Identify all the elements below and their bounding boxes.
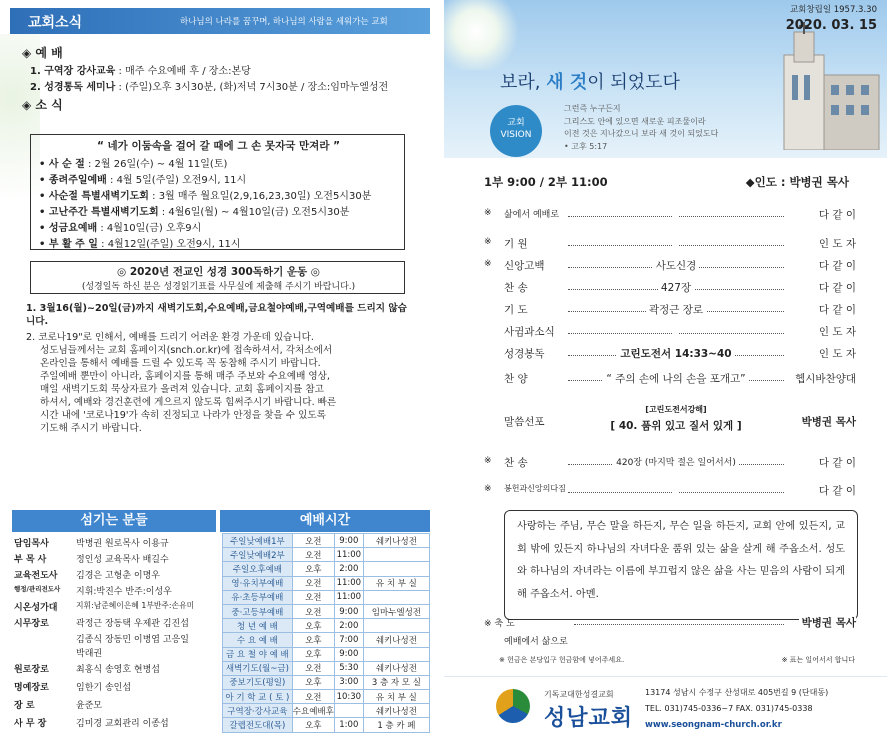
service-ampm: 오전 [292, 690, 334, 704]
cover-hero [444, 0, 887, 158]
lent-item: • 종려주일예배 : 4월 5일(주일) 오전9시, 11시 [39, 175, 247, 186]
service-time-row [223, 576, 430, 590]
service-time-row [223, 604, 430, 618]
news-subtitle: 하나님의 나라를 꿈꾸며, 하나님의 사람을 세워가는 교회 [180, 17, 388, 27]
service-ampm: 오전 [292, 604, 334, 618]
order-leader: 헵시바찬양대 [795, 373, 856, 385]
closing-prayer: 사랑하는 주님, 무슨 말을 하든지, 무슨 일을 하든지, 교회 안에 있든지, 교회 밖에 있든지 하나님의 자녀다운 품위 있는 삶을 살게 해 주옵소서. 성도와 하나님의 자녀라는 이름에 부끄럽지 않은 삶을 사는 믿음의 사람이 되게 해 주옵소서. 아멘. [504, 510, 858, 620]
order-leader: 다 같 이 [818, 209, 856, 221]
service-name: 중보기도(평일) [223, 675, 293, 689]
church-footer [444, 676, 887, 737]
service-time: 11:00 [334, 548, 363, 562]
service-place: 1 층 카 페 [363, 718, 429, 732]
lent-box-title: “ 네가 이둠속을 걸어 갈 때에 그 손 못자국 만져라 ” [96, 140, 341, 152]
order-row [484, 483, 856, 501]
order-content [673, 207, 679, 219]
service-times: 1부 9:00 / 2부 11:00 [484, 175, 608, 189]
news-title: 교회소식 [28, 15, 83, 31]
service-name: 갈렙전도대(목) [223, 718, 293, 732]
order-content: 곽정근 장로 [646, 304, 706, 316]
service-place [363, 548, 429, 562]
theme-title: 보라, 새 것이 되었도다 [500, 72, 680, 93]
service-time-row [223, 562, 430, 576]
order-content: 사도신경 [653, 260, 700, 272]
service-times-table [222, 533, 430, 733]
news-header [10, 8, 430, 34]
service-time: 9:00 [334, 647, 363, 661]
order-label: 봉헌과신앙의다짐 [504, 484, 566, 493]
service-place [363, 619, 429, 633]
service-name: 새벽기도(월~금) [223, 661, 293, 675]
service-ampm: 오전 [292, 576, 334, 590]
service-name: 수 요 예 배 [223, 633, 293, 647]
service-name: 중·고등부예배 [223, 604, 293, 618]
service-ampm: 오후 [292, 647, 334, 661]
order-row [484, 258, 856, 276]
service-name: 청 년 예 배 [223, 619, 293, 633]
standing-mark: ※ [484, 484, 492, 494]
order-content: 고린도전서 14:33~40 [617, 348, 734, 360]
service-time: 1:00 [334, 718, 363, 732]
order-row [484, 455, 856, 473]
news-heading: ◈ 소 식 [22, 98, 63, 112]
service-name: 아 기 학 교 ( 토 ) [223, 690, 293, 704]
order-label: 찬 양 [504, 373, 528, 385]
vision-badge: 교회 VISION [490, 105, 542, 157]
denomination: 기독교대한성결교회 [544, 690, 614, 699]
order-label: 사귐과소식 [504, 326, 555, 338]
order-content: 420장 (마지막 절은 일어서서) [613, 458, 739, 468]
campaign-title: ◎ 2020년 전교인 성경 300독하기 운동 ◎ [117, 266, 320, 278]
service-name: 주일오후예배 [223, 562, 293, 576]
lent-item: • 사순절 특별새벽기도회 : 3월 매주 월요일(2,9,16,23,30일) 오전5시30분 [39, 191, 372, 202]
service-name: 주일낮예배1부 [223, 534, 293, 548]
order-row [484, 302, 856, 320]
vision-verse: 그런즉 누구든지 그리스도 안에 있으면 새로운 피조물이라 이전 것은 지나갔으니 보라 새 것이 되었도다 • 고후 5:17 [564, 104, 719, 151]
service-place: 임마누엘성전 [363, 604, 429, 618]
sermon-title: [ 40. 품위 있고 질서 있게 ] [610, 420, 742, 432]
service-time-row [223, 675, 430, 689]
service-place: 3 층 자 모 실 [363, 675, 429, 689]
benediction-label: ※ 축 도 [484, 619, 515, 629]
bulletin-date: 2020. 03. 15 [785, 18, 877, 33]
notice-2-line: 2. 코로나19"로 인해서, 예배를 드리기 어려운 환경 가운데 있습니다. [26, 332, 314, 343]
lent-item: • 고난주간 특별새벽기도회 : 4월6일(월) ~ 4월10일(금) 오전5시30분 [39, 207, 350, 218]
service-ampm: 오후 [292, 718, 334, 732]
benediction-pastor: 박병권 목사 [799, 615, 856, 630]
service-time-row [223, 690, 430, 704]
service-place: 쉐키나성전 [363, 661, 429, 675]
order-row [484, 324, 856, 342]
flower-decoration [444, 0, 524, 70]
notice-2-line: 시간 내에 '코로나19'가 속히 진정되고 나라가 안정을 찾을 수 있도록 [40, 410, 326, 421]
service-time: 7:00 [334, 633, 363, 647]
order-row [484, 280, 856, 298]
service-place: 쉐키나성전 [363, 704, 429, 718]
notice-2-line: 기도해 주시기 바랍니다. [40, 423, 142, 434]
order-label: 기 원 [504, 238, 528, 250]
service-ampm: 오전 [292, 661, 334, 675]
lent-item: • 부 활 주 일 : 4월12일(주일) 오전9시, 11시 [39, 239, 241, 250]
right-page [444, 0, 887, 737]
service-ampm: 오후 [292, 619, 334, 633]
notice-2-line: 하셔서, 예배와 경건훈련에 게으르지 않도록 힘써주시기 바랍니다. 빠른 [40, 397, 337, 408]
service-time: 2:00 [334, 619, 363, 633]
service-time: 5:30 [334, 661, 363, 675]
worship-leader: ◆인도 : 박병권 목사 [745, 175, 849, 189]
campaign-subtitle: (성경일독 하신 분은 성경읽기표를 사무실에 제출해 주시기 바랍니다.) [81, 282, 356, 292]
service-name: 구역장·강사교육 [223, 704, 293, 718]
order-label: 삶에서 예배로 [504, 210, 560, 220]
standing-mark: ※ [484, 456, 492, 466]
church-name: 성남교회 [544, 706, 634, 731]
worship-item-1: 1. 구역장 강사교육 : 매주 수요예배 후 / 장소:본당 [30, 66, 251, 77]
order-row [484, 207, 856, 225]
lent-item: • 성금요예배 : 4월10일(금) 오후9시 [39, 223, 202, 234]
standing-mark: ※ [484, 259, 492, 269]
service-ampm: 오전 [292, 548, 334, 562]
service-time-row [223, 661, 430, 675]
order-leader: 인 도 자 [818, 326, 856, 338]
order-label: 기 도 [504, 304, 528, 316]
service-time: 11:00 [334, 590, 363, 604]
benediction-sub: 예배에서 삶으로 [504, 637, 568, 647]
service-time-row [223, 534, 430, 548]
order-leader: 다 같 이 [818, 457, 856, 469]
church-website[interactable]: www.seongnam-church.or.kr [645, 720, 782, 730]
notice-2-line: 온라인을 통해서 예배를 드릴 수 있도록 꼭 동참해 주시기 바랍니다. [40, 358, 321, 369]
order-content: 427장 [658, 282, 694, 294]
service-time-row [223, 633, 430, 647]
service-time: 2:00 [334, 562, 363, 576]
order-leader: 다 같 이 [818, 485, 856, 497]
bible-campaign-box [30, 261, 405, 294]
service-time: 10:30 [334, 690, 363, 704]
order-leader: 다 같 이 [818, 304, 856, 316]
order-label: 찬 송 [504, 457, 528, 469]
notice-2-line: 성도님들께서는 교회 홈페이지(snch.or.kr)에 접속하셔서, 각처소에서 [40, 345, 333, 356]
church-logo [496, 689, 530, 723]
people-title: 섬기는 분들 [12, 510, 216, 532]
service-time-row [223, 548, 430, 562]
standing-mark: ※ [484, 237, 492, 247]
service-place [363, 562, 429, 576]
stand-note: ※ 표는 일어서서 합니다 [781, 656, 855, 664]
sermon-series: [고린도전서강해] [645, 405, 707, 414]
order-label: 찬 송 [504, 282, 528, 294]
service-times-title: 예배시간 [220, 510, 430, 532]
order-leader: 인 도 자 [818, 348, 856, 360]
founding-date: 교회창립일 1957.3.30 [789, 5, 877, 15]
order-content [673, 236, 679, 248]
service-time-row [223, 718, 430, 732]
service-place: 유 치 부 실 [363, 576, 429, 590]
benediction-row [484, 615, 856, 633]
notice-1: 1. 3월16(월)~20일(금)까지 새벽기도회,수요예배,금요철야예배,구역예배를 드리지 않습니다. [26, 303, 407, 328]
service-place: 유 치 부 실 [363, 690, 429, 704]
standing-mark: ※ [484, 208, 492, 218]
sermon-row [484, 404, 856, 438]
lent-item: • 사 순 절 : 2월 26일(수) ~ 4월 11일(토) [39, 159, 228, 170]
order-row [484, 371, 856, 389]
service-time-row [223, 647, 430, 661]
service-name: 금 요 철 야 예 배 [223, 647, 293, 661]
order-content [673, 483, 679, 495]
service-place: 쉐키나성전 [363, 534, 429, 548]
church-phone: TEL. 031)745-0336~7 FAX. 031)745-0338 [645, 704, 813, 713]
sermon-label: 말씀선포 [504, 416, 545, 428]
left-page: 교회소식 하나님의 나라를 꿈꾸며, 하나님의 사람을 세워가는 교회 ◈ 예 배 1. 구역장 강사교육 : 매주 수요예배 후 / 장소:본당 2. 성경통독 세미나 : (주일)오후 3시30분, (화)저녁 7시30분 / 장소:임마누엘성전 ◈ 소 식 “ 네가 이둠속을 걸어 갈 때에 그 손 못자국 만져라 ” • 사 순 절 : 2월 26일(수) ~ 4월 11일(토) • 종려주일예배 : 4월 5일(주일) 오전9시, 11시 • 사순절 특별새벽기도회 : 3월 매주 월요일(2,9,16,23,30일) 오전5시30분 • 고난주간 특별새벽기도회 : 4월6일(월) ~ 4월10일(금) 오전5시30분 • 성금요예배 : 4월10일(금) 오후9시 • 부 활 주 일 : 4월12일(주일) 오전9시, 11시 ◎ 2020년 전교인 성경 300독하기 운동 ◎ (성경일독 하신 분은 성경읽기표를 사무실에 제출해 주시기 바랍니다.) 1. 3월16(월)~20일(금)까지 새벽기도회,수요예배,금요철야예배,구역예배를 드리지 않습니다. 2. 코로나19"로 인해서, 예배를 드리기 어려운 환경 가운데 있습니다. 성도님들께서는 교회 홈페이지(snch.or.kr)에 접속하셔서, 각처소에서 온라인을 통해서 예배를 드릴 수 있도록 꼭 동참해 주시기 바랍니다. 주일예배 뿐만이 아니라, 홈페이지를 통해 매주 주보와 수요예배 영상, 매일 새벽기도회 묵상자료가 올려져 있습니다. 교회 홈페이지를 참고 하셔서, 예배와 경건훈련에 게으르지 않도록 힘써주시기 바랍니다. 빠른 시간 내에 '코로나19'가 속히 진정되고 나라가 안정을 찾을 수 있도록 기도해 주시기 바랍니다. 섬기는 분들 예배시간 담임목사 박병권 원로목사 이용규 부 목 사 정인성 교육목사 배길수 교육전도사 김경은 고형춘 이명우 행정/관리전도사 지휘:박진수 반주:이성우 시온성가대 지휘:남준혜이은혜 1부반주:손유미 시무장로 곽정근 장동택 우제관 김진섭 김종식 장동민 이병엽 고응일 박래권 원로장로 최홍식 송영호 현병섭 명예장로 임한기 송인섭 장 로 윤준모 사 무 장 김미경 교회관리 이종섭 주일낮예배1부 오전 9:00 쉐키나성전 주일낮예배2부 오전 11:00 주일오후예배 오후 2:00 영·유치부예배 오전 11:00 유 치 부 실 유·초등부예배 오전 11:00 중·고등부예배 오전 9:00 임마누엘성전 청 년 예 배 오후 2:00 수 요 예 배 오후 7:00 쉐키나성전 금 요 철 야 예 배 오후 9:00 새벽기도(월~금) 오전 5:30 쉐키나성전 중보기도(평일) 오후 3:00 3 층 자 모 실 아 기 학 교 ( 토 ) 오전 10:30 유 치 부 실 구역장·강사교육 수요예배후 쉐키나성전 갈렙전도대(목) 오후 1:00 1 층 카 페 [0, 0, 440, 737]
service-place: 쉐키나성전 [363, 633, 429, 647]
service-ampm: 오후 [292, 675, 334, 689]
order-label: 신앙고백 [504, 260, 545, 272]
service-place [363, 590, 429, 604]
notice-2-line: 매일 새벽기도회 묵상자료가 올려져 있습니다. 교회 홈페이지를 참고 [40, 384, 324, 395]
order-content [673, 324, 679, 336]
service-time-row [223, 590, 430, 604]
service-name: 유·초등부예배 [223, 590, 293, 604]
service-ampm: 오후 [292, 562, 334, 576]
offering-note: ※ 헌금은 본당입구 헌금함에 넣어주세요. [499, 656, 625, 664]
service-ampm: 오전 [292, 590, 334, 604]
service-name: 영·유치부예배 [223, 576, 293, 590]
order-label: 성경봉독 [504, 348, 545, 360]
sermon-pastor: 박병권 목사 [801, 416, 856, 428]
worship-heading: ◈ 예 배 [22, 46, 63, 60]
order-row [484, 346, 856, 364]
service-time-row [223, 619, 430, 633]
service-ampm: 오전 [292, 534, 334, 548]
service-name: 주일낮예배2부 [223, 548, 293, 562]
service-time-row [223, 704, 430, 718]
service-place [363, 647, 429, 661]
order-leader: 다 같 이 [818, 260, 856, 272]
order-leader: 다 같 이 [818, 282, 856, 294]
service-time: 9:00 [334, 534, 363, 548]
lent-box [30, 134, 405, 250]
worship-item-2: 2. 성경통독 세미나 : (주일)오후 3시30분, (화)저녁 7시30분 / 장소:임마누엘성전 [30, 82, 389, 93]
service-time: 3:00 [334, 675, 363, 689]
order-leader: 인 도 자 [818, 238, 856, 250]
service-time [334, 704, 363, 718]
service-ampm: 수요예배후 [292, 704, 334, 718]
order-content: “ 주의 손에 나의 손을 포개고” [603, 373, 748, 385]
notice-2-line: 주일예배 뿐만이 아니라, 홈페이지를 통해 매주 주보와 수요예배 영상, [40, 371, 330, 382]
church-building-illustration [774, 20, 887, 150]
service-time: 9:00 [334, 604, 363, 618]
service-ampm: 오후 [292, 633, 334, 647]
service-time: 11:00 [334, 576, 363, 590]
church-address: 13174 성남시 수정구 산성대로 405번길 9 (단대동) [645, 688, 829, 697]
order-row [484, 236, 856, 254]
